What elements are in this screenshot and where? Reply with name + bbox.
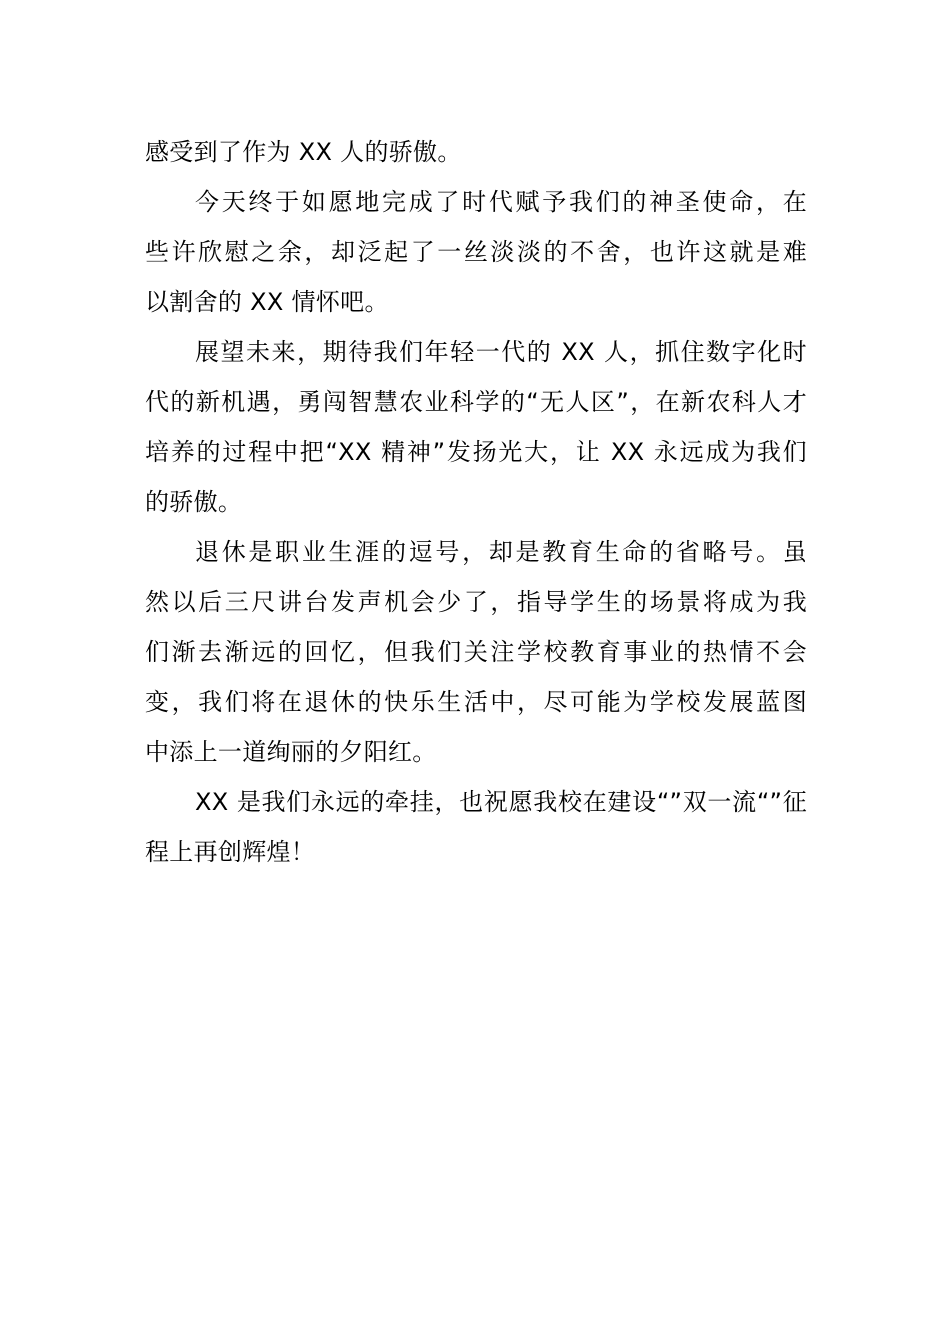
text-line: XX 是我们永远的牵挂，也祝愿我校在建设“”双一流“”征 xyxy=(195,788,807,816)
paragraph-1 xyxy=(145,127,807,177)
paragraph-3 xyxy=(145,327,807,527)
text-line: 些许欣慰之余，却泛起了一丝淡淡的不舍，也许这就是难 xyxy=(145,238,807,266)
text-line: 变，我们将在退休的快乐生活中，尽可能为学校发展蓝图 xyxy=(145,688,807,716)
text-line: 程上再创辉煌！ xyxy=(145,838,316,866)
text-line: 培养的过程中把“XX 精神”发扬光大，让 XX 永远成为我们 xyxy=(145,438,807,466)
paragraph-2 xyxy=(145,177,807,327)
text-line: 退休是职业生涯的逗号，却是教育生命的省略号。虽 xyxy=(195,538,807,566)
text-line: 今天终于如愿地完成了时代赋予我们的神圣使命，在 xyxy=(195,188,807,216)
document-body xyxy=(145,127,807,877)
text-line: 然以后三尺讲台发声机会少了，指导学生的场景将成为我 xyxy=(145,588,807,616)
text-line: 代的新机遇，勇闯智慧农业科学的“无人区”，在新农科人才 xyxy=(145,388,807,416)
text-line: 们渐去渐远的回忆，但我们关注学校教育事业的热情不会 xyxy=(145,638,807,666)
text-line: 感受到了作为 XX 人的骄傲。 xyxy=(145,138,462,166)
paragraph-4 xyxy=(145,527,807,777)
text-line: 展望未来，期待我们年轻一代的 XX 人，抓住数字化时 xyxy=(195,338,807,366)
text-line: 的骄傲。 xyxy=(145,488,243,516)
text-line: 中添上一道绚丽的夕阳红。 xyxy=(145,738,437,766)
text-line: 以割舍的 XX 情怀吧。 xyxy=(145,288,389,316)
paragraph-5 xyxy=(145,777,807,877)
